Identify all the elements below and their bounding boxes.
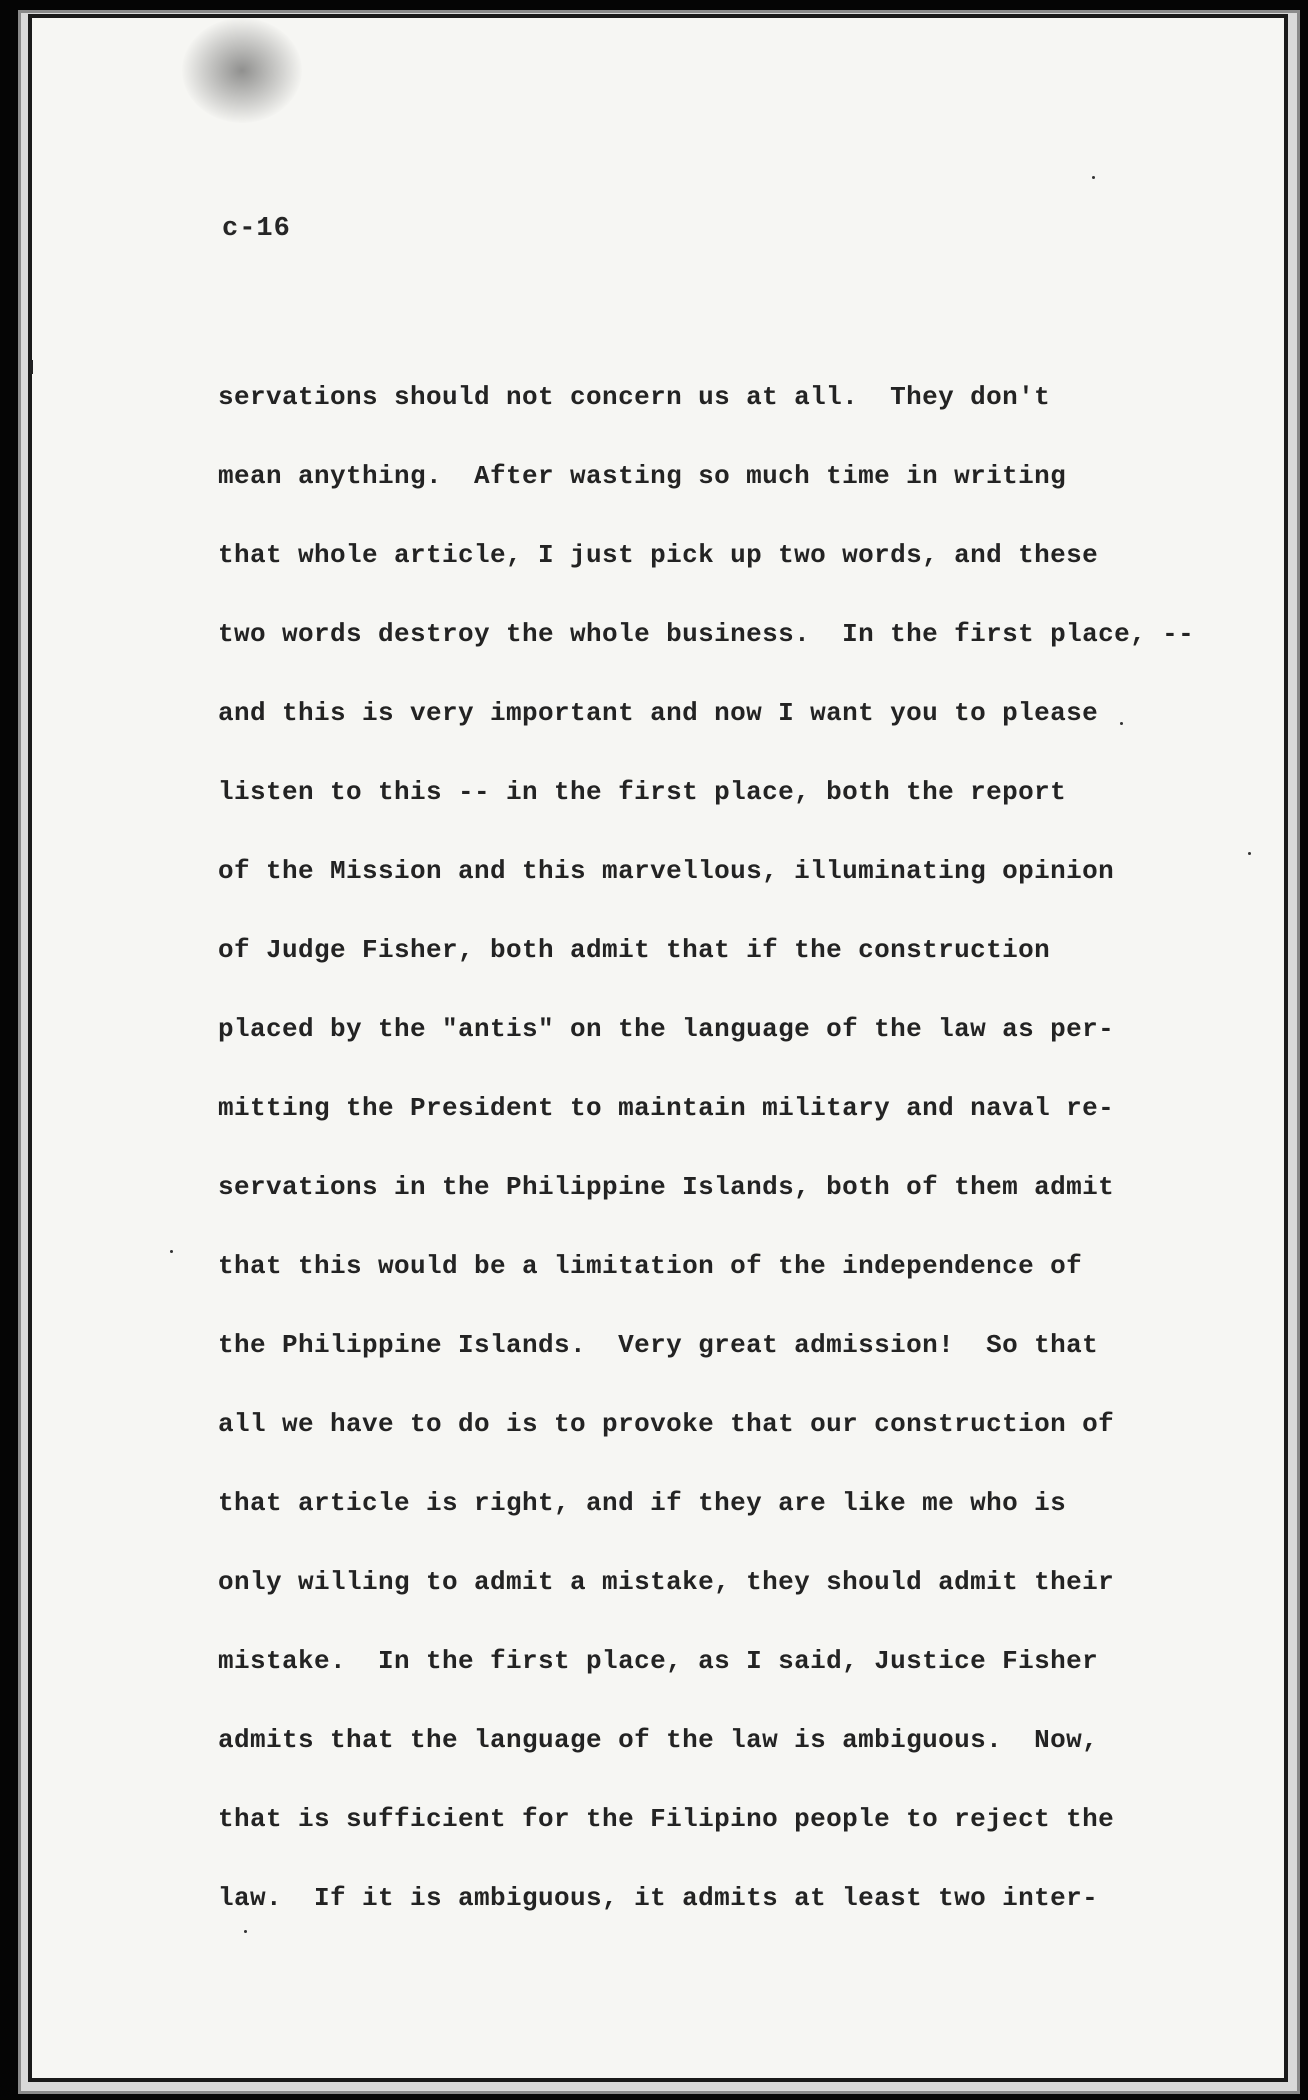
text-line: that whole article, I just pick up two words, and these [218, 540, 1099, 570]
speck [1092, 176, 1095, 179]
speck [1248, 852, 1251, 855]
text-line: admits that the language of the law is ambiguous. Now, [218, 1725, 1099, 1755]
text-line: placed by the "antis" on the language of the law as per- [218, 1014, 1115, 1044]
text-line: and this is very important and now I want you to please [218, 698, 1099, 728]
speck [1120, 722, 1123, 725]
text-line: servations should not concern us at all. They don't [218, 382, 1051, 412]
text-line: of the Mission and this marvellous, illuminating opinion [218, 856, 1115, 886]
speck [170, 1250, 173, 1253]
text-line: the Philippine Islands. Very great admission! So that [218, 1330, 1099, 1360]
text-line: servations in the Philippine Islands, both of them admit [218, 1172, 1115, 1202]
text-line: mitting the President to maintain military and naval re- [218, 1093, 1115, 1123]
text-line: of Judge Fisher, both admit that if the construction [218, 935, 1051, 965]
typed-page [28, 14, 1288, 2082]
text-line: that article is right, and if they are like me who is [218, 1488, 1067, 1518]
speck [244, 1930, 247, 1933]
text-line: two words destroy the whole business. In the first place, -- [218, 619, 1195, 649]
text-line: all we have to do is to provoke that our construction of [218, 1409, 1115, 1439]
page-number: c-16 [222, 214, 291, 244]
text-line: listen to this -- in the first place, both the report [218, 777, 1067, 807]
text-line: that this would be a limitation of the independence of [218, 1251, 1083, 1281]
text-line: that is sufficient for the Filipino people to reject the [218, 1804, 1115, 1834]
text-line: mistake. In the first place, as I said, Justice Fisher [218, 1646, 1099, 1676]
text-line: mean anything. After wasting so much time in writing [218, 461, 1067, 491]
ink-smudge [182, 18, 302, 123]
text-line: law. If it is ambiguous, it admits at least two inter- [218, 1883, 1099, 1913]
margin-mark [30, 360, 33, 374]
text-line: only willing to admit a mistake, they should admit their [218, 1567, 1115, 1597]
